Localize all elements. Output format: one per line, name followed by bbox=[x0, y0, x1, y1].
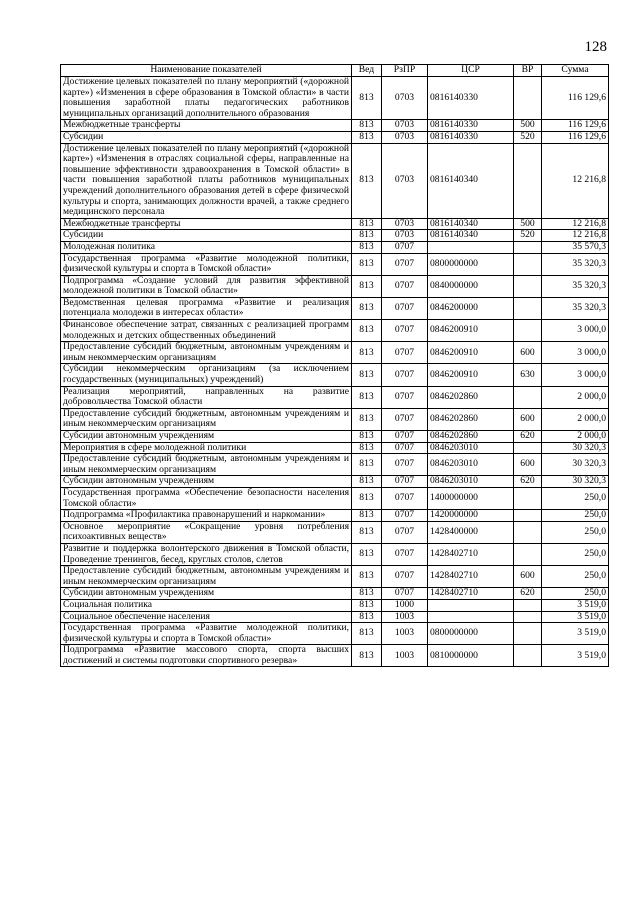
cell-name: Мероприятия в сфере молодежной политики bbox=[61, 442, 352, 454]
cell-vr bbox=[514, 599, 542, 611]
cell-csr: 0800000000 bbox=[428, 253, 514, 275]
header-name: Наименование показателей bbox=[61, 65, 352, 77]
table-row bbox=[61, 241, 609, 253]
cell-vr bbox=[514, 442, 542, 454]
cell-rzpr: 0703 bbox=[382, 143, 428, 218]
cell-csr bbox=[428, 241, 514, 253]
cell-rzpr: 0707 bbox=[382, 588, 428, 600]
cell-csr: 0846203010 bbox=[428, 476, 514, 488]
cell-vr bbox=[514, 253, 542, 275]
cell-vr: 600 bbox=[514, 408, 542, 430]
cell-ved: 813 bbox=[352, 275, 382, 297]
cell-name: Государственная программа «Развитие молодежной политики, физической культуры и спорта в Томской области» bbox=[61, 623, 352, 645]
table-row bbox=[61, 275, 609, 297]
cell-rzpr: 1003 bbox=[382, 645, 428, 667]
cell-vr bbox=[514, 297, 542, 319]
cell-sum: 250,0 bbox=[542, 543, 609, 565]
cell-rzpr: 0707 bbox=[382, 431, 428, 443]
cell-csr: 0846202860 bbox=[428, 386, 514, 408]
cell-csr: 0816140330 bbox=[428, 120, 514, 132]
cell-csr: 0840000000 bbox=[428, 275, 514, 297]
cell-vr bbox=[514, 510, 542, 522]
cell-csr: 0800000000 bbox=[428, 623, 514, 645]
cell-sum: 250,0 bbox=[542, 566, 609, 588]
cell-rzpr: 0703 bbox=[382, 230, 428, 242]
cell-rzpr: 0707 bbox=[382, 253, 428, 275]
cell-csr bbox=[428, 611, 514, 623]
cell-sum: 30 320,3 bbox=[542, 454, 609, 476]
cell-rzpr: 0707 bbox=[382, 364, 428, 386]
cell-csr: 1400000000 bbox=[428, 487, 514, 509]
table-row bbox=[61, 230, 609, 242]
cell-sum: 12 216,8 bbox=[542, 143, 609, 218]
cell-name: Социальная политика bbox=[61, 599, 352, 611]
cell-csr: 1428402710 bbox=[428, 543, 514, 565]
table-row bbox=[61, 253, 609, 275]
table-row bbox=[61, 521, 609, 543]
table-row bbox=[61, 120, 609, 132]
cell-sum: 116 129,6 bbox=[542, 131, 609, 143]
table-row bbox=[61, 342, 609, 364]
cell-csr: 0816140340 bbox=[428, 218, 514, 230]
header-row bbox=[61, 65, 609, 77]
cell-ved: 813 bbox=[352, 218, 382, 230]
cell-ved: 813 bbox=[352, 454, 382, 476]
cell-sum: 250,0 bbox=[542, 510, 609, 522]
cell-vr bbox=[514, 623, 542, 645]
cell-rzpr: 0703 bbox=[382, 131, 428, 143]
cell-rzpr: 0707 bbox=[382, 408, 428, 430]
cell-sum: 35 570,3 bbox=[542, 241, 609, 253]
cell-vr: 630 bbox=[514, 364, 542, 386]
table-row bbox=[61, 487, 609, 509]
cell-vr bbox=[514, 241, 542, 253]
table-row bbox=[61, 77, 609, 120]
cell-name: Субсидии автономным учреждениям bbox=[61, 476, 352, 488]
table-row bbox=[61, 218, 609, 230]
cell-ved: 813 bbox=[352, 253, 382, 275]
cell-csr: 0846200910 bbox=[428, 342, 514, 364]
table-row bbox=[61, 320, 609, 342]
cell-ved: 813 bbox=[352, 543, 382, 565]
cell-rzpr: 0703 bbox=[382, 77, 428, 120]
cell-vr bbox=[514, 386, 542, 408]
cell-csr bbox=[428, 599, 514, 611]
cell-name: Социальное обеспечение населения bbox=[61, 611, 352, 623]
table-row bbox=[61, 386, 609, 408]
cell-sum: 2 000,0 bbox=[542, 386, 609, 408]
cell-ved: 813 bbox=[352, 431, 382, 443]
cell-name: Субсидии автономным учреждениям bbox=[61, 588, 352, 600]
cell-sum: 3 000,0 bbox=[542, 364, 609, 386]
cell-ved: 813 bbox=[352, 623, 382, 645]
cell-ved: 813 bbox=[352, 297, 382, 319]
cell-ved: 813 bbox=[352, 241, 382, 253]
cell-csr: 1428402710 bbox=[428, 588, 514, 600]
table-body bbox=[61, 77, 609, 667]
cell-name: Предоставление субсидий бюджетным, автономным учреждениям и иным некоммерческим организациям bbox=[61, 342, 352, 364]
cell-vr bbox=[514, 487, 542, 509]
cell-name: Предоставление субсидий бюджетным, автономным учреждениям и иным некоммерческим организациям bbox=[61, 408, 352, 430]
cell-vr bbox=[514, 521, 542, 543]
cell-csr: 0816140340 bbox=[428, 230, 514, 242]
cell-csr: 0846202860 bbox=[428, 408, 514, 430]
header-csr: ЦСР bbox=[428, 65, 514, 77]
cell-csr: 1428402710 bbox=[428, 566, 514, 588]
cell-sum: 3 000,0 bbox=[542, 320, 609, 342]
cell-rzpr: 1003 bbox=[382, 611, 428, 623]
cell-name: Субсидии автономным учреждениям bbox=[61, 431, 352, 443]
cell-rzpr: 0707 bbox=[382, 566, 428, 588]
cell-ved: 813 bbox=[352, 588, 382, 600]
cell-sum: 35 320,3 bbox=[542, 275, 609, 297]
cell-sum: 35 320,3 bbox=[542, 297, 609, 319]
cell-vr: 600 bbox=[514, 454, 542, 476]
cell-vr: 620 bbox=[514, 431, 542, 443]
cell-name: Достижение целевых показателей по плану мероприятий («дорожной карте») «Изменения в сфере образования в Томской области» в части повышения заработной платы педагогических работников муниципальных организаций дополнительного образования bbox=[61, 77, 352, 120]
cell-vr bbox=[514, 275, 542, 297]
cell-name: Финансовое обеспечение затрат, связанных с реализацией программ молодежных и детских общественных объединений bbox=[61, 320, 352, 342]
cell-ved: 813 bbox=[352, 77, 382, 120]
cell-rzpr: 0707 bbox=[382, 487, 428, 509]
cell-rzpr: 0707 bbox=[382, 476, 428, 488]
cell-vr: 600 bbox=[514, 342, 542, 364]
cell-sum: 35 320,3 bbox=[542, 253, 609, 275]
table-row bbox=[61, 623, 609, 645]
cell-sum: 3 519,0 bbox=[542, 599, 609, 611]
cell-ved: 813 bbox=[352, 131, 382, 143]
cell-vr bbox=[514, 611, 542, 623]
cell-ved: 813 bbox=[352, 487, 382, 509]
cell-name: Субсидии bbox=[61, 131, 352, 143]
cell-sum: 3 000,0 bbox=[542, 342, 609, 364]
cell-csr: 0846203010 bbox=[428, 442, 514, 454]
cell-name: Подпрограмма «Создание условий для развития эффективной молодежной политики в Томской области» bbox=[61, 275, 352, 297]
cell-name: Межбюджетные трансферты bbox=[61, 120, 352, 132]
cell-name: Реализация мероприятий, направленных на развитие добровольчества Томской области bbox=[61, 386, 352, 408]
table-row bbox=[61, 599, 609, 611]
cell-csr: 0846200910 bbox=[428, 320, 514, 342]
cell-rzpr: 0703 bbox=[382, 218, 428, 230]
cell-name: Государственная программа «Развитие молодежной политики, физической культуры и спорта в Томской области» bbox=[61, 253, 352, 275]
cell-sum: 116 129,6 bbox=[542, 77, 609, 120]
cell-rzpr: 0707 bbox=[382, 297, 428, 319]
cell-csr: 0846200000 bbox=[428, 297, 514, 319]
cell-name: Основное мероприятие «Сокращение уровня потребления психоактивных веществ» bbox=[61, 521, 352, 543]
cell-vr: 500 bbox=[514, 120, 542, 132]
cell-ved: 813 bbox=[352, 645, 382, 667]
cell-sum: 3 519,0 bbox=[542, 645, 609, 667]
cell-vr: 620 bbox=[514, 476, 542, 488]
cell-csr: 0816140340 bbox=[428, 143, 514, 218]
cell-name: Предоставление субсидий бюджетным, автономным учреждениям и иным некоммерческим организациям bbox=[61, 566, 352, 588]
header-vr: ВР bbox=[514, 65, 542, 77]
cell-rzpr: 0707 bbox=[382, 442, 428, 454]
cell-rzpr: 0707 bbox=[382, 386, 428, 408]
table-row bbox=[61, 566, 609, 588]
cell-ved: 813 bbox=[352, 442, 382, 454]
cell-vr: 500 bbox=[514, 218, 542, 230]
cell-csr: 0816140330 bbox=[428, 77, 514, 120]
cell-ved: 813 bbox=[352, 599, 382, 611]
cell-ved: 813 bbox=[352, 230, 382, 242]
cell-rzpr: 0707 bbox=[382, 342, 428, 364]
cell-vr bbox=[514, 645, 542, 667]
table-row bbox=[61, 431, 609, 443]
table-row bbox=[61, 611, 609, 623]
cell-ved: 813 bbox=[352, 120, 382, 132]
cell-name: Молодежная политика bbox=[61, 241, 352, 253]
table-row bbox=[61, 408, 609, 430]
cell-rzpr: 0707 bbox=[382, 241, 428, 253]
cell-rzpr: 0707 bbox=[382, 521, 428, 543]
cell-rzpr: 0707 bbox=[382, 275, 428, 297]
cell-sum: 30 320,3 bbox=[542, 442, 609, 454]
cell-sum: 116 129,6 bbox=[542, 120, 609, 132]
table-row bbox=[61, 297, 609, 319]
cell-ved: 813 bbox=[352, 510, 382, 522]
cell-name: Ведомственная целевая программа «Развитие и реализация потенциала молодежи в интересах области» bbox=[61, 297, 352, 319]
cell-rzpr: 1000 bbox=[382, 599, 428, 611]
cell-rzpr: 0707 bbox=[382, 543, 428, 565]
cell-ved: 813 bbox=[352, 143, 382, 218]
cell-sum: 3 519,0 bbox=[542, 611, 609, 623]
cell-vr: 520 bbox=[514, 131, 542, 143]
table-header bbox=[61, 65, 609, 77]
cell-csr: 0846200910 bbox=[428, 364, 514, 386]
cell-name: Субсидии некоммерческим организациям (за исключением государственных (муниципальных) учреждений) bbox=[61, 364, 352, 386]
cell-ved: 813 bbox=[352, 521, 382, 543]
cell-sum: 250,0 bbox=[542, 487, 609, 509]
cell-sum: 12 216,8 bbox=[542, 230, 609, 242]
table-row bbox=[61, 454, 609, 476]
cell-rzpr: 0707 bbox=[382, 320, 428, 342]
cell-ved: 813 bbox=[352, 566, 382, 588]
cell-name: Государственная программа «Обеспечение безопасности населения Томской области» bbox=[61, 487, 352, 509]
cell-csr: 0810000000 bbox=[428, 645, 514, 667]
table-row bbox=[61, 645, 609, 667]
table-row bbox=[61, 588, 609, 600]
cell-ved: 813 bbox=[352, 342, 382, 364]
table-row bbox=[61, 143, 609, 218]
cell-vr: 620 bbox=[514, 588, 542, 600]
header-sum: Сумма bbox=[542, 65, 609, 77]
table-row bbox=[61, 442, 609, 454]
cell-rzpr: 0703 bbox=[382, 120, 428, 132]
cell-sum: 2 000,0 bbox=[542, 431, 609, 443]
cell-vr: 600 bbox=[514, 566, 542, 588]
cell-rzpr: 0707 bbox=[382, 454, 428, 476]
page-number: 128 bbox=[584, 39, 607, 55]
budget-table bbox=[60, 64, 609, 667]
cell-name: Субсидии bbox=[61, 230, 352, 242]
cell-name: Предоставление субсидий бюджетным, автономным учреждениям и иным некоммерческим организациям bbox=[61, 454, 352, 476]
cell-sum: 250,0 bbox=[542, 521, 609, 543]
cell-rzpr: 0707 bbox=[382, 510, 428, 522]
cell-ved: 813 bbox=[352, 408, 382, 430]
cell-sum: 250,0 bbox=[542, 588, 609, 600]
cell-sum: 12 216,8 bbox=[542, 218, 609, 230]
cell-name: Достижение целевых показателей по плану мероприятий («дорожной карте») «Изменения в отраслях социальной сферы, направленные на повышение эффективности здравоохранения в Томской области» в части повышения заработной платы работников муниципальных учреждений дополнительного образования детей в сфере физической культуры и спорта, занимающих должности врачей, а также среднего медицинского персонала bbox=[61, 143, 352, 218]
cell-ved: 813 bbox=[352, 364, 382, 386]
cell-ved: 813 bbox=[352, 386, 382, 408]
cell-name: Подпрограмма «Развитие массового спорта, спорта высших достижений и системы подготовки спортивного резерва» bbox=[61, 645, 352, 667]
cell-csr: 1428400000 bbox=[428, 521, 514, 543]
table-row bbox=[61, 510, 609, 522]
cell-vr bbox=[514, 77, 542, 120]
cell-ved: 813 bbox=[352, 476, 382, 488]
cell-vr bbox=[514, 143, 542, 218]
header-ved: Вед bbox=[352, 65, 382, 77]
table-row bbox=[61, 476, 609, 488]
cell-sum: 3 519,0 bbox=[542, 623, 609, 645]
cell-csr: 1420000000 bbox=[428, 510, 514, 522]
cell-sum: 2 000,0 bbox=[542, 408, 609, 430]
header-rzpr: РзПР bbox=[382, 65, 428, 77]
cell-ved: 813 bbox=[352, 611, 382, 623]
cell-csr: 0846203010 bbox=[428, 454, 514, 476]
cell-name: Развитие и поддержка волонтерского движения в Томской области, Проведение тренингов, бесед, круглых столов, слетов bbox=[61, 543, 352, 565]
table-row bbox=[61, 543, 609, 565]
cell-csr: 0846202860 bbox=[428, 431, 514, 443]
cell-rzpr: 1003 bbox=[382, 623, 428, 645]
cell-name: Подпрограмма «Профилактика правонарушений и наркомании» bbox=[61, 510, 352, 522]
table-row bbox=[61, 131, 609, 143]
cell-csr: 0816140330 bbox=[428, 131, 514, 143]
table-row bbox=[61, 364, 609, 386]
cell-ved: 813 bbox=[352, 320, 382, 342]
cell-name: Межбюджетные трансферты bbox=[61, 218, 352, 230]
cell-vr bbox=[514, 543, 542, 565]
cell-vr bbox=[514, 320, 542, 342]
cell-vr: 520 bbox=[514, 230, 542, 242]
cell-sum: 30 320,3 bbox=[542, 476, 609, 488]
